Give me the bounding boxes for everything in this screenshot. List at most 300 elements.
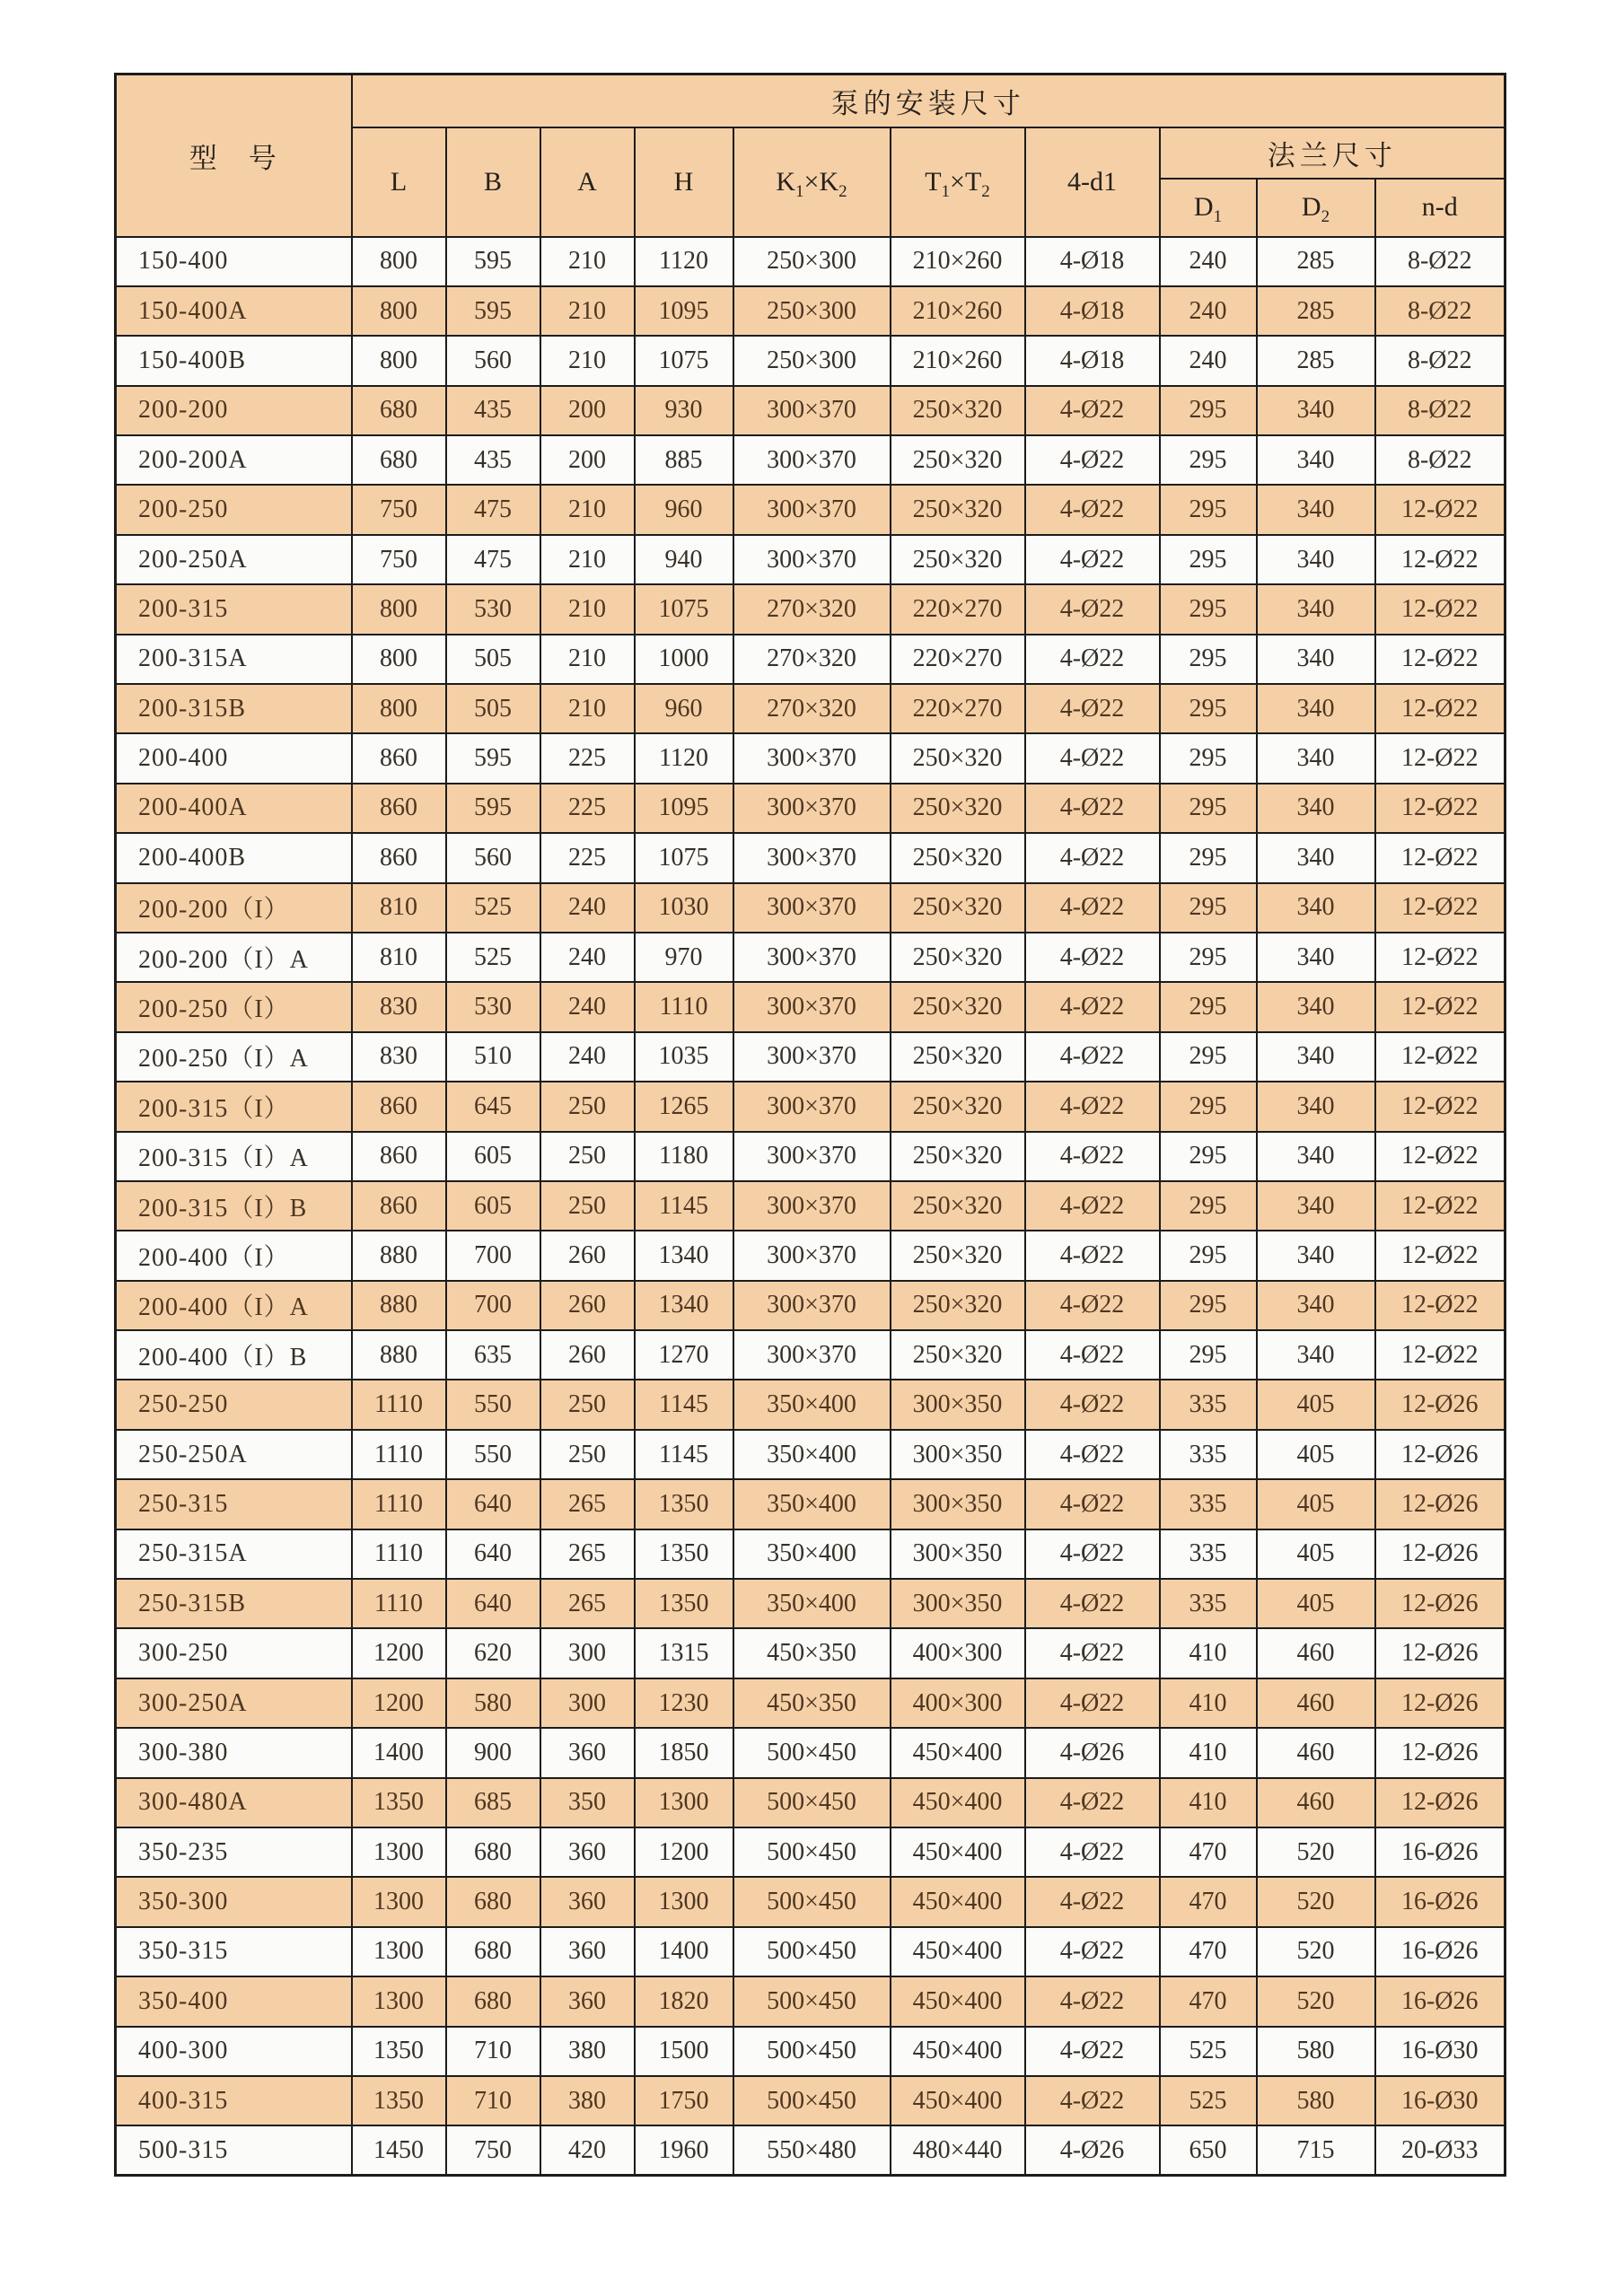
- value-cell: 300×370: [733, 1032, 891, 1082]
- t2-subscript: 2: [981, 181, 990, 201]
- table-row: [116, 1628, 1505, 1678]
- value-cell: 520: [1257, 1827, 1375, 1877]
- value-cell: 1750: [635, 2076, 733, 2125]
- value-cell: 1350: [635, 1479, 733, 1529]
- value-cell: 300×370: [733, 784, 891, 833]
- table-row: [116, 1330, 1505, 1380]
- value-cell: 12-Ø22: [1375, 1281, 1505, 1330]
- value-cell: 470: [1160, 1927, 1257, 1976]
- value-cell: 560: [446, 833, 540, 882]
- value-cell: 595: [446, 286, 540, 336]
- value-cell: 250×320: [891, 435, 1025, 485]
- model-cell: 300-380: [116, 1728, 352, 1777]
- value-cell: 470: [1160, 1877, 1257, 1926]
- table-row: [116, 635, 1505, 684]
- value-cell: 220×270: [891, 635, 1025, 684]
- value-cell: 295: [1160, 1231, 1257, 1280]
- pump-dimensions-table: [114, 73, 1506, 2177]
- value-cell: 680: [446, 1877, 540, 1926]
- value-cell: 4-Ø22: [1025, 2076, 1160, 2125]
- value-cell: 685: [446, 1778, 540, 1827]
- table-row: [116, 286, 1505, 336]
- model-cell: 500-315: [116, 2125, 352, 2175]
- value-cell: 450×400: [891, 1976, 1025, 2026]
- value-cell: 250: [540, 1082, 635, 1131]
- value-cell: 1000: [635, 635, 733, 684]
- model-cell: 200-400A: [116, 784, 352, 833]
- value-cell: 210: [540, 286, 635, 336]
- model-cell: 200-400（I）A: [116, 1281, 352, 1330]
- table-row: [116, 485, 1505, 534]
- value-cell: 500×450: [733, 1827, 891, 1877]
- header-col-K1xK2: [733, 127, 891, 237]
- value-cell: 1270: [635, 1330, 733, 1380]
- value-cell: 830: [352, 1032, 446, 1082]
- table-row: [116, 1082, 1505, 1131]
- value-cell: 750: [446, 2125, 540, 2175]
- value-cell: 240: [1160, 286, 1257, 336]
- value-cell: 1400: [635, 1927, 733, 1976]
- model-cell: 200-315: [116, 584, 352, 634]
- value-cell: 250: [540, 1132, 635, 1181]
- model-cell: 200-315（I）: [116, 1082, 352, 1131]
- value-cell: 335: [1160, 1529, 1257, 1579]
- value-cell: 250: [540, 1380, 635, 1429]
- value-cell: 295: [1160, 784, 1257, 833]
- table-row: [116, 1430, 1505, 1479]
- value-cell: 4-Ø22: [1025, 1479, 1160, 1529]
- value-cell: 605: [446, 1181, 540, 1231]
- value-cell: 8-Ø22: [1375, 336, 1505, 385]
- d1-base: D: [1193, 192, 1214, 222]
- table-row: [116, 1927, 1505, 1976]
- value-cell: 20-Ø33: [1375, 2125, 1505, 2175]
- value-cell: 340: [1257, 1330, 1375, 1380]
- model-cell: 200-250A: [116, 535, 352, 584]
- value-cell: 265: [540, 1529, 635, 1579]
- value-cell: 880: [352, 1231, 446, 1280]
- table-row: [116, 2125, 1505, 2175]
- model-cell: 200-400（I）: [116, 1231, 352, 1280]
- value-cell: 1200: [352, 1678, 446, 1728]
- value-cell: 12-Ø22: [1375, 535, 1505, 584]
- value-cell: 960: [635, 485, 733, 534]
- t2-base: T: [964, 166, 982, 197]
- value-cell: 1315: [635, 1628, 733, 1678]
- value-cell: 300×370: [733, 485, 891, 534]
- value-cell: 1030: [635, 883, 733, 933]
- value-cell: 300×370: [733, 1132, 891, 1181]
- value-cell: 1110: [352, 1430, 446, 1479]
- model-cell: 200-250（I）: [116, 982, 352, 1031]
- value-cell: 750: [352, 485, 446, 534]
- value-cell: 295: [1160, 535, 1257, 584]
- value-cell: 4-Ø22: [1025, 1579, 1160, 1628]
- value-cell: 460: [1257, 1628, 1375, 1678]
- value-cell: 295: [1160, 982, 1257, 1031]
- value-cell: 500×450: [733, 2027, 891, 2076]
- model-cell: 350-315: [116, 1927, 352, 1976]
- value-cell: 250×320: [891, 1132, 1025, 1181]
- value-cell: 700: [446, 1231, 540, 1280]
- value-cell: 12-Ø22: [1375, 1231, 1505, 1280]
- value-cell: 510: [446, 1032, 540, 1082]
- value-cell: 405: [1257, 1579, 1375, 1628]
- value-cell: 1340: [635, 1281, 733, 1330]
- value-cell: 505: [446, 684, 540, 733]
- value-cell: 4-Ø22: [1025, 435, 1160, 485]
- value-cell: 1350: [635, 1579, 733, 1628]
- value-cell: 4-Ø22: [1025, 535, 1160, 584]
- value-cell: 1110: [352, 1579, 446, 1628]
- value-cell: 645: [446, 1082, 540, 1131]
- value-cell: 12-Ø22: [1375, 784, 1505, 833]
- table-row: [116, 386, 1505, 435]
- value-cell: 4-Ø18: [1025, 286, 1160, 336]
- table-row: [116, 733, 1505, 783]
- value-cell: 300×370: [733, 535, 891, 584]
- model-cell: 250-315: [116, 1479, 352, 1529]
- value-cell: 260: [540, 1330, 635, 1380]
- d2-base: D: [1301, 192, 1321, 222]
- model-cell: 150-400B: [116, 336, 352, 385]
- value-cell: 250×320: [891, 1330, 1025, 1380]
- value-cell: 340: [1257, 1132, 1375, 1181]
- t1-subscript: 1: [941, 181, 951, 201]
- value-cell: 16-Ø30: [1375, 2076, 1505, 2125]
- table-row: [116, 1778, 1505, 1827]
- value-cell: 350×400: [733, 1579, 891, 1628]
- value-cell: 405: [1257, 1529, 1375, 1579]
- table-row: [116, 833, 1505, 882]
- value-cell: 250×320: [891, 933, 1025, 982]
- table-row: [116, 1877, 1505, 1926]
- value-cell: 250×320: [891, 1181, 1025, 1231]
- value-cell: 250: [540, 1181, 635, 1231]
- value-cell: 300: [540, 1628, 635, 1678]
- table-row: [116, 883, 1505, 933]
- value-cell: 12-Ø22: [1375, 635, 1505, 684]
- value-cell: 1120: [635, 733, 733, 783]
- value-cell: 1110: [352, 1479, 446, 1529]
- value-cell: 12-Ø26: [1375, 1479, 1505, 1529]
- header-flange-dimensions: 法兰尺寸: [1160, 127, 1505, 179]
- value-cell: 800: [352, 584, 446, 634]
- model-cell: 200-200: [116, 386, 352, 435]
- table-row: [116, 584, 1505, 634]
- value-cell: 500×450: [733, 1927, 891, 1976]
- value-cell: 4-Ø22: [1025, 1628, 1160, 1678]
- value-cell: 460: [1257, 1778, 1375, 1827]
- value-cell: 4-Ø22: [1025, 1678, 1160, 1728]
- value-cell: 475: [446, 485, 540, 534]
- value-cell: 210: [540, 584, 635, 634]
- value-cell: 4-Ø22: [1025, 1032, 1160, 1082]
- value-cell: 4-Ø22: [1025, 1976, 1160, 2026]
- value-cell: 405: [1257, 1479, 1375, 1529]
- value-cell: 4-Ø22: [1025, 1082, 1160, 1131]
- value-cell: 450×400: [891, 1827, 1025, 1877]
- value-cell: 4-Ø18: [1025, 336, 1160, 385]
- value-cell: 410: [1160, 1778, 1257, 1827]
- value-cell: 4-Ø22: [1025, 485, 1160, 534]
- value-cell: 1265: [635, 1082, 733, 1131]
- value-cell: 450×400: [891, 1877, 1025, 1926]
- value-cell: 410: [1160, 1628, 1257, 1678]
- value-cell: 295: [1160, 435, 1257, 485]
- value-cell: 1300: [352, 1877, 446, 1926]
- model-cell: 200-315（I）A: [116, 1132, 352, 1181]
- value-cell: 715: [1257, 2125, 1375, 2175]
- value-cell: 450×400: [891, 2076, 1025, 2125]
- value-cell: 460: [1257, 1728, 1375, 1777]
- k2-base: K: [819, 166, 839, 197]
- value-cell: 240: [540, 933, 635, 982]
- table-row: [116, 2076, 1505, 2125]
- value-cell: 295: [1160, 386, 1257, 435]
- model-cell: 300-250A: [116, 1678, 352, 1728]
- table-row: [116, 1231, 1505, 1280]
- value-cell: 4-Ø22: [1025, 883, 1160, 933]
- value-cell: 930: [635, 386, 733, 435]
- value-cell: 8-Ø22: [1375, 386, 1505, 435]
- value-cell: 1820: [635, 1976, 733, 2026]
- value-cell: 335: [1160, 1380, 1257, 1429]
- value-cell: 210×260: [891, 237, 1025, 286]
- value-cell: 12-Ø26: [1375, 1529, 1505, 1579]
- value-cell: 295: [1160, 684, 1257, 733]
- value-cell: 210: [540, 336, 635, 385]
- value-cell: 295: [1160, 1281, 1257, 1330]
- value-cell: 295: [1160, 584, 1257, 634]
- value-cell: 530: [446, 584, 540, 634]
- value-cell: 470: [1160, 1976, 1257, 2026]
- value-cell: 410: [1160, 1678, 1257, 1728]
- value-cell: 300×370: [733, 1281, 891, 1330]
- value-cell: 300×370: [733, 982, 891, 1031]
- value-cell: 1095: [635, 784, 733, 833]
- model-cell: 200-400（I）B: [116, 1330, 352, 1380]
- value-cell: 520: [1257, 1877, 1375, 1926]
- value-cell: 8-Ø22: [1375, 237, 1505, 286]
- value-cell: 340: [1257, 635, 1375, 684]
- value-cell: 530: [446, 982, 540, 1031]
- value-cell: 4-Ø22: [1025, 982, 1160, 1031]
- value-cell: 340: [1257, 1231, 1375, 1280]
- value-cell: 420: [540, 2125, 635, 2175]
- value-cell: 4-Ø22: [1025, 1330, 1160, 1380]
- value-cell: 1350: [352, 1778, 446, 1827]
- value-cell: 1300: [352, 1827, 446, 1877]
- value-cell: 800: [352, 237, 446, 286]
- value-cell: 285: [1257, 336, 1375, 385]
- model-cell: 200-315（I）B: [116, 1181, 352, 1231]
- value-cell: 4-Ø22: [1025, 733, 1160, 783]
- model-cell: 200-250（I）A: [116, 1032, 352, 1082]
- value-cell: 250×320: [891, 1082, 1025, 1131]
- value-cell: 300×370: [733, 833, 891, 882]
- model-cell: 250-315B: [116, 1579, 352, 1628]
- value-cell: 16-Ø30: [1375, 2027, 1505, 2076]
- model-cell: 300-480A: [116, 1778, 352, 1827]
- value-cell: 710: [446, 2076, 540, 2125]
- value-cell: 1350: [352, 2076, 446, 2125]
- value-cell: 16-Ø26: [1375, 1927, 1505, 1976]
- value-cell: 250×300: [733, 237, 891, 286]
- value-cell: 450×350: [733, 1678, 891, 1728]
- value-cell: 350×400: [733, 1479, 891, 1529]
- value-cell: 250×320: [891, 784, 1025, 833]
- value-cell: 200: [540, 386, 635, 435]
- d2-subscript: 2: [1321, 207, 1330, 226]
- value-cell: 1230: [635, 1678, 733, 1728]
- value-cell: 970: [635, 933, 733, 982]
- value-cell: 12-Ø22: [1375, 1132, 1505, 1181]
- value-cell: 210×260: [891, 336, 1025, 385]
- value-cell: 300: [540, 1678, 635, 1728]
- value-cell: 4-Ø22: [1025, 1281, 1160, 1330]
- value-cell: 250×320: [891, 982, 1025, 1031]
- value-cell: 340: [1257, 684, 1375, 733]
- value-cell: 295: [1160, 1330, 1257, 1380]
- value-cell: 4-Ø22: [1025, 1877, 1160, 1926]
- value-cell: 900: [446, 1728, 540, 1777]
- value-cell: 640: [446, 1579, 540, 1628]
- value-cell: 450×350: [733, 1628, 891, 1678]
- value-cell: 960: [635, 684, 733, 733]
- value-cell: 4-Ø22: [1025, 1181, 1160, 1231]
- value-cell: 860: [352, 1181, 446, 1231]
- value-cell: 885: [635, 435, 733, 485]
- table-row: [116, 982, 1505, 1031]
- value-cell: 340: [1257, 784, 1375, 833]
- value-cell: 285: [1257, 286, 1375, 336]
- value-cell: 360: [540, 1728, 635, 1777]
- value-cell: 240: [1160, 237, 1257, 286]
- value-cell: 860: [352, 733, 446, 783]
- value-cell: 405: [1257, 1380, 1375, 1429]
- value-cell: 1300: [635, 1778, 733, 1827]
- value-cell: 480×440: [891, 2125, 1025, 2175]
- value-cell: 210×260: [891, 286, 1025, 336]
- header-col-T1xT2: [891, 127, 1025, 237]
- value-cell: 450×400: [891, 1778, 1025, 1827]
- value-cell: 340: [1257, 982, 1375, 1031]
- value-cell: 300×370: [733, 883, 891, 933]
- value-cell: 860: [352, 1132, 446, 1181]
- value-cell: 12-Ø26: [1375, 1579, 1505, 1628]
- table-row: [116, 1281, 1505, 1330]
- value-cell: 300×370: [733, 386, 891, 435]
- k1-subscript: 1: [795, 181, 804, 201]
- value-cell: 4-Ø22: [1025, 933, 1160, 982]
- value-cell: 830: [352, 982, 446, 1031]
- value-cell: 12-Ø22: [1375, 584, 1505, 634]
- value-cell: 250: [540, 1430, 635, 1479]
- value-cell: 4-Ø18: [1025, 237, 1160, 286]
- value-cell: 680: [352, 386, 446, 435]
- value-cell: 505: [446, 635, 540, 684]
- value-cell: 1340: [635, 1231, 733, 1280]
- table-row: [116, 1529, 1505, 1579]
- value-cell: 595: [446, 237, 540, 286]
- value-cell: 500×450: [733, 1778, 891, 1827]
- value-cell: 350×400: [733, 1529, 891, 1579]
- value-cell: 12-Ø22: [1375, 933, 1505, 982]
- value-cell: 250×320: [891, 733, 1025, 783]
- model-cell: 350-235: [116, 1827, 352, 1877]
- value-cell: 1110: [352, 1380, 446, 1429]
- value-cell: 470: [1160, 1827, 1257, 1877]
- value-cell: 220×270: [891, 684, 1025, 733]
- value-cell: 350×400: [733, 1430, 891, 1479]
- header-model: 型 号: [116, 74, 352, 237]
- table-row: [116, 237, 1505, 286]
- model-cell: 200-250: [116, 485, 352, 534]
- value-cell: 12-Ø22: [1375, 1181, 1505, 1231]
- value-cell: 1400: [352, 1728, 446, 1777]
- value-cell: 295: [1160, 1132, 1257, 1181]
- value-cell: 12-Ø22: [1375, 733, 1505, 783]
- header-col-H: H: [635, 127, 733, 237]
- value-cell: 500×450: [733, 2076, 891, 2125]
- value-cell: 4-Ø22: [1025, 386, 1160, 435]
- value-cell: 12-Ø26: [1375, 1380, 1505, 1429]
- value-cell: 680: [446, 1927, 540, 1976]
- value-cell: 340: [1257, 535, 1375, 584]
- value-cell: 475: [446, 535, 540, 584]
- header-col-D2: [1257, 179, 1375, 237]
- value-cell: 295: [1160, 635, 1257, 684]
- value-cell: 340: [1257, 733, 1375, 783]
- value-cell: 1075: [635, 336, 733, 385]
- value-cell: 340: [1257, 1281, 1375, 1330]
- value-cell: 710: [446, 2027, 540, 2076]
- value-cell: 4-Ø22: [1025, 1430, 1160, 1479]
- value-cell: 1850: [635, 1728, 733, 1777]
- value-cell: 340: [1257, 933, 1375, 982]
- value-cell: 360: [540, 1976, 635, 2026]
- value-cell: 360: [540, 1877, 635, 1926]
- value-cell: 210: [540, 237, 635, 286]
- value-cell: 1350: [635, 1529, 733, 1579]
- header-col-D1: [1160, 179, 1257, 237]
- header-col-B: B: [446, 127, 540, 237]
- value-cell: 525: [446, 883, 540, 933]
- model-cell: 150-400: [116, 237, 352, 286]
- value-cell: 12-Ø22: [1375, 485, 1505, 534]
- value-cell: 240: [1160, 336, 1257, 385]
- k-times-sign: ×: [803, 166, 820, 197]
- value-cell: 295: [1160, 1181, 1257, 1231]
- value-cell: 340: [1257, 883, 1375, 933]
- value-cell: 260: [540, 1281, 635, 1330]
- model-cell: 200-200（I）: [116, 883, 352, 933]
- value-cell: 4-Ø22: [1025, 1529, 1160, 1579]
- model-cell: 400-315: [116, 2076, 352, 2125]
- value-cell: 1200: [352, 1628, 446, 1678]
- value-cell: 4-Ø22: [1025, 584, 1160, 634]
- value-cell: 1500: [635, 2027, 733, 2076]
- table-body: [116, 237, 1505, 2176]
- value-cell: 16-Ø26: [1375, 1827, 1505, 1877]
- value-cell: 295: [1160, 883, 1257, 933]
- table-row: [116, 784, 1505, 833]
- table-row: [116, 684, 1505, 733]
- value-cell: 4-Ø22: [1025, 1231, 1160, 1280]
- value-cell: 1145: [635, 1380, 733, 1429]
- value-cell: 240: [540, 982, 635, 1031]
